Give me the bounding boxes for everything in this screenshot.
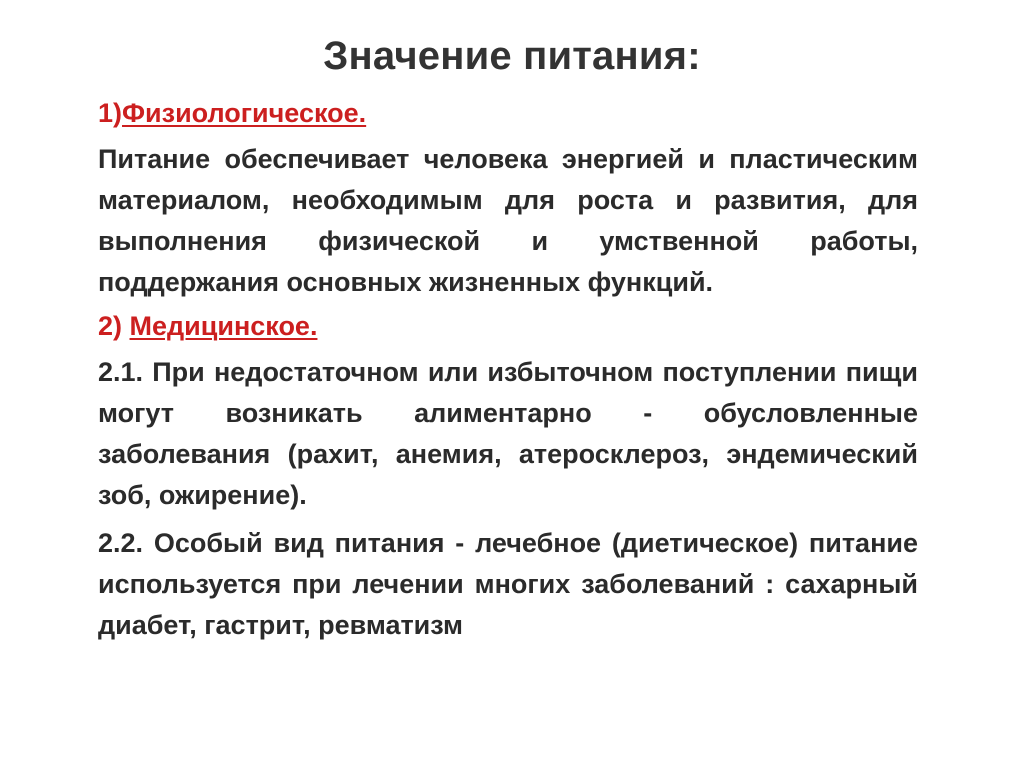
section-label: Физиологическое. (122, 98, 367, 128)
section-number: 1) (98, 98, 123, 128)
slide-title: Значение питания: (323, 34, 701, 78)
section-heading-medical (98, 308, 918, 345)
section-heading-physiological (98, 95, 918, 132)
paragraph-medical-2-1: 2.1. При недостаточном или избыточном поступлении пищи могут возникать алиментарно - обусловленные заболевания (рахит, анемия, атеросклероз, эндемический зоб, ожирение). (98, 357, 918, 510)
section-label: Медицинское. (129, 311, 318, 341)
section-number: 2) (98, 311, 130, 341)
slide-content (98, 95, 918, 646)
paragraph-physiological: Питание обеспечивает человека энергией и пластическим материалом, необходимым для роста и развития, для выполнения физической и умственной работы, поддержания основных жизненных функций. (98, 144, 918, 297)
paragraph-medical-2-2: 2.2. Особый вид питания - лечебное (диетическое) питание используется при лечении многих заболеваний : сахарный диабет, гастрит, ревматизм (98, 528, 918, 640)
